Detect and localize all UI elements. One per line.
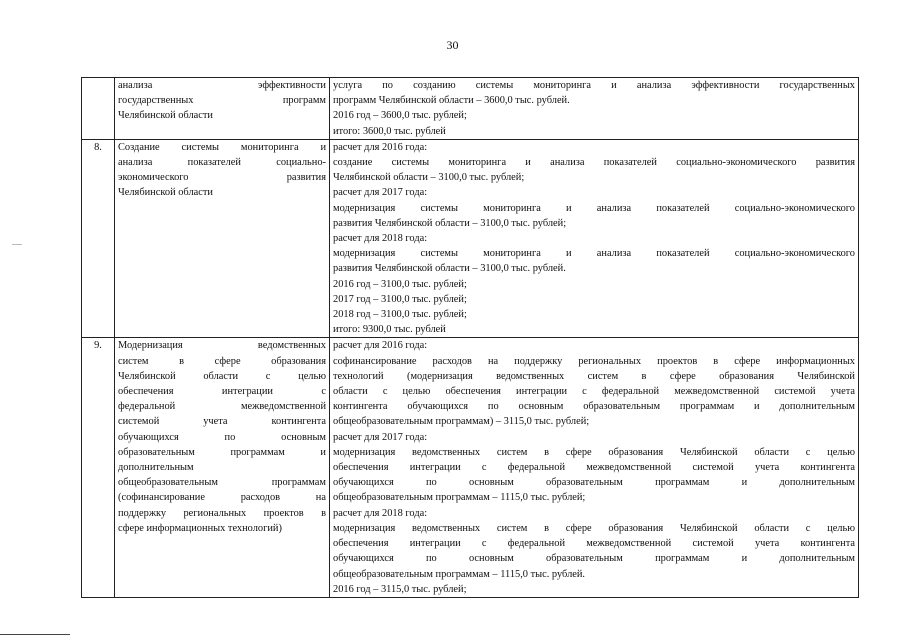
calculation-line: расчет для 2016 года: (333, 141, 428, 153)
calculation-line: программ Челябинской области – 3600,0 тыс. рублей. (333, 95, 570, 107)
calculation-line: модернизация системы мониторинга и анализа показателей социально-экономического (333, 248, 855, 260)
measure-name-line: Челябинской области (118, 110, 213, 122)
calculation-line: модернизация ведомственных систем в сфере образования Челябинской области с целью (333, 522, 855, 534)
measure-name-line: государственных программ (118, 95, 326, 107)
measure-name-line: систем в сфере образования (118, 355, 326, 367)
calculation-line: модернизация ведомственных систем в сфере образования Челябинской области с целью (333, 446, 855, 458)
measure-name-line: экономического развития (118, 172, 326, 184)
expense-calculation-table (81, 77, 859, 598)
calculation-line: общеобразовательным программам – 1115,0 тыс. рублей; (333, 492, 586, 504)
calculation-line: обеспечения интеграции с федеральной межведомственной системой учета контингента (333, 538, 855, 550)
calculation-line: развития Челябинской области – 3100,0 тыс. рублей. (333, 263, 566, 275)
calculation-line: общеобразовательным программам – 1115,0 тыс. рублей. (333, 568, 586, 580)
calculation-line: 2016 год – 3100,0 тыс. рублей; (333, 278, 467, 290)
calculation-line: итого: 9300,0 тыс. рублей (333, 324, 446, 336)
row-number (82, 78, 115, 140)
calculation-line: контингента обучающихся по основным образовательным программам и дополнительным (333, 401, 855, 413)
measure-name-line: образовательным программам и (118, 446, 326, 458)
measure-name-line: обеспечения интеграции с (118, 386, 326, 398)
measure-name-line: анализа показателей социально- (118, 157, 326, 169)
table-body (82, 78, 859, 598)
calculation-line: Челябинской области – 3100,0 тыс. рублей; (333, 172, 525, 184)
measure-name-line: поддержку региональных проектов в (118, 507, 326, 519)
calculation-line: расчет для 2016 года: (333, 340, 428, 352)
measure-name-line: федеральной межведомственной (118, 401, 326, 413)
calculation-line: обучающихся по основным образовательным программам и дополнительным (333, 553, 855, 565)
calculation-cell (330, 338, 859, 597)
calculation-line: создание системы мониторинга и анализа показателей социально-экономического развития (333, 157, 855, 169)
calculation-line: обучающихся по основным образовательным программам и дополнительным (333, 477, 855, 489)
calculation-line: расчет для 2017 года: (333, 431, 428, 443)
calculation-line: 2016 год – 3115,0 тыс. рублей; (333, 583, 467, 595)
measure-name-cell (115, 338, 330, 597)
calculation-line: области с целью обеспечения интеграции с федеральной межведомственной системой учета (333, 386, 855, 398)
measure-name-line: Создание системы мониторинга и (118, 141, 326, 153)
calculation-cell (330, 78, 859, 140)
calculation-line: 2016 год – 3600,0 тыс. рублей; (333, 110, 467, 122)
measure-name-cell (115, 139, 330, 338)
calculation-line: расчет для 2018 года: (333, 507, 428, 519)
calculation-line: софинансирование расходов на поддержку региональных проектов в сфере информационных (333, 355, 855, 367)
measure-name-line: Челябинской области с целью (118, 370, 326, 382)
row-number: 8. (82, 139, 115, 338)
calculation-line: расчет для 2017 года: (333, 187, 428, 199)
calculation-cell (330, 139, 859, 338)
calculation-line: технологий (модернизация ведомственных систем в сфере образования Челябинской (333, 370, 855, 382)
row-number: 9. (82, 338, 115, 597)
measure-name-line: обучающихся по основным (118, 431, 326, 443)
calculation-line: общеобразовательным программам) – 3115,0 тыс. рублей; (333, 416, 590, 428)
measure-name-line: сфере информационных технологий) (118, 522, 282, 534)
margin-mark (12, 244, 22, 245)
calculation-line: 2017 год – 3100,0 тыс. рублей; (333, 293, 467, 305)
measure-name-line: (софинансирование расходов на (118, 492, 326, 504)
calculation-line: развития Челябинской области – 3100,0 тыс. рублей; (333, 217, 567, 229)
measure-name-line: системой учета контингента (118, 416, 326, 428)
calculation-line: итого: 3600,0 тыс. рублей (333, 125, 446, 137)
measure-name-line: анализа эффективности (118, 80, 326, 91)
measure-name-cell (115, 78, 330, 140)
calculation-line: модернизация системы мониторинга и анализа показателей социально-экономического (333, 202, 855, 214)
calculation-line: расчет для 2018 года: (333, 233, 428, 245)
calculation-line: 2018 год – 3100,0 тыс. рублей; (333, 309, 467, 321)
footnote-rule (0, 634, 70, 635)
page-number: 30 (446, 38, 459, 52)
table-row (82, 139, 859, 338)
measure-name-line: Челябинской области (118, 187, 213, 199)
measure-name-line: дополнительным (118, 462, 194, 474)
measure-name-line: Модернизация ведомственных (118, 340, 326, 352)
table-row (82, 78, 859, 140)
measure-name-line: общеобразовательным программам (118, 477, 326, 489)
calculation-line: услуга по созданию системы мониторинга и анализа эффективности государственных (333, 80, 855, 91)
calculation-line: обеспечения интеграции с федеральной межведомственной системой учета контингента (333, 462, 855, 474)
table-row (82, 338, 859, 597)
